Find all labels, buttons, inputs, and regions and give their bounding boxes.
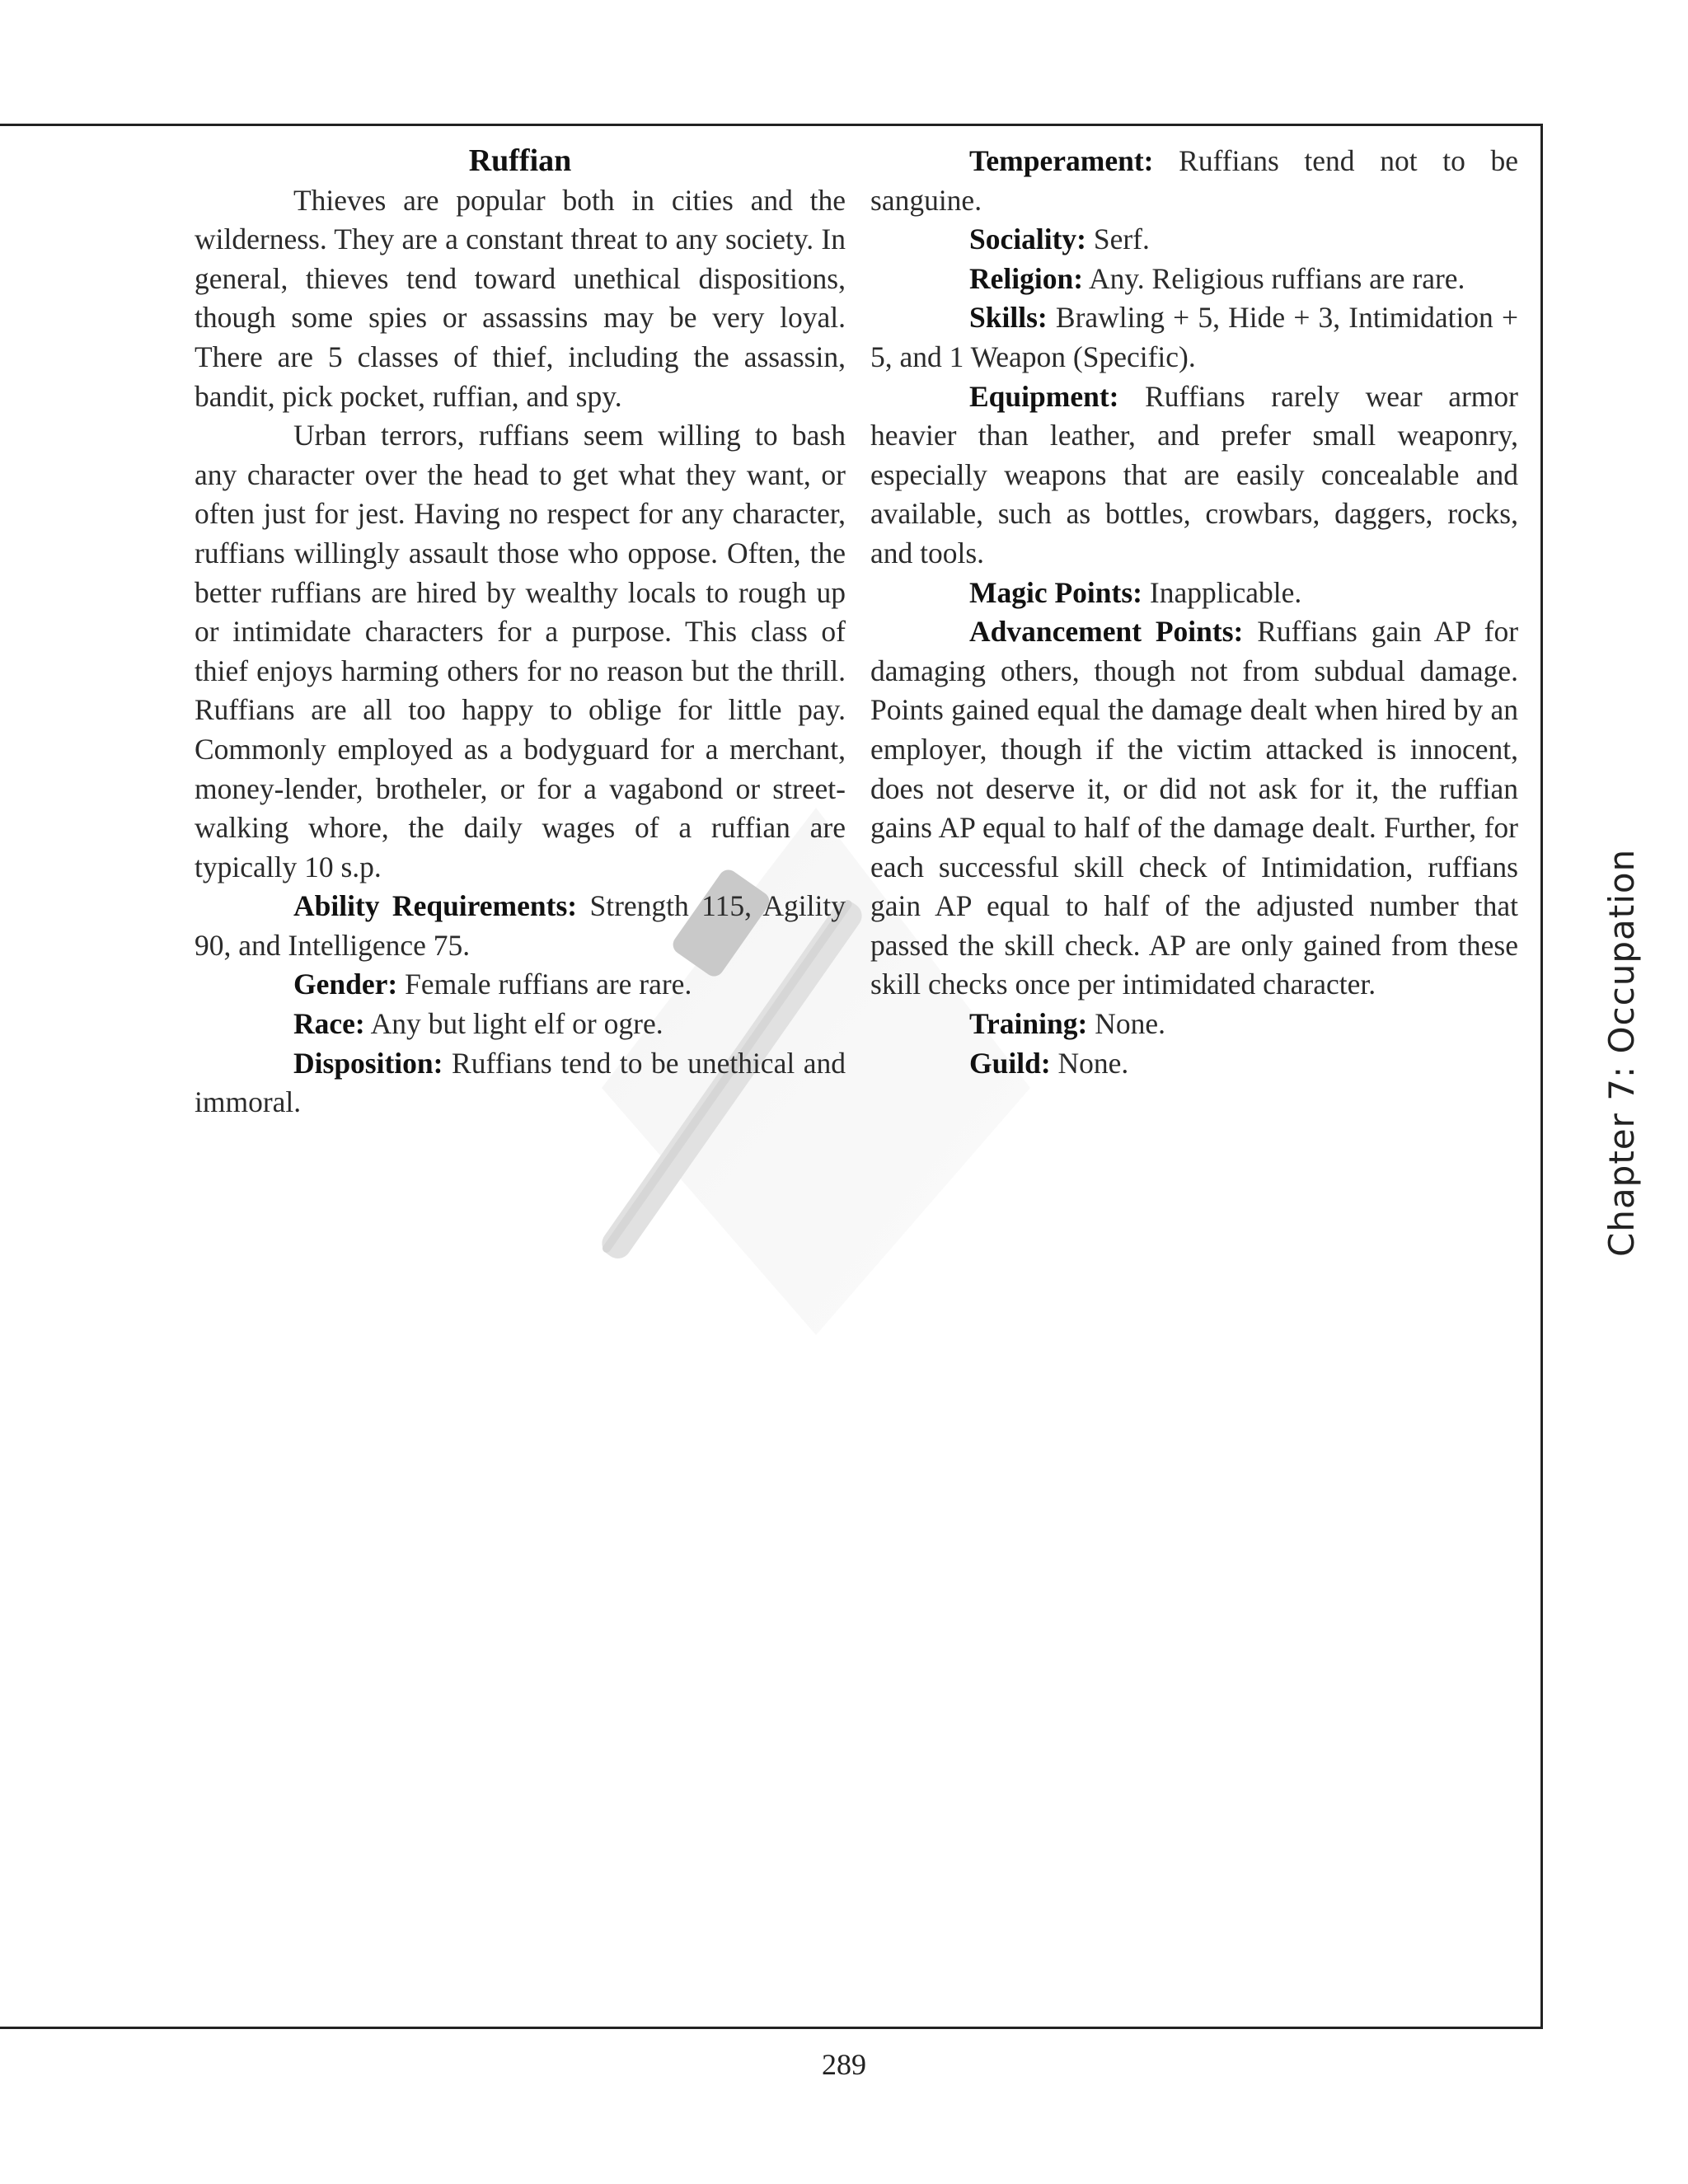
description-paragraph: Urban terrors, ruffians seem willing to bash any character over the head to get what they want, or often just for jest. Having no respect for any character, ruffians willingly assault those who oppose. Often, the better ruffians are hired by wealthy locals to rough up or intimidate characters for a purpose. This class of thief enjoys harming others for no reason but the thrill. Ruffians are all too happy to oblige for little pay. Commonly employed as a bodyguard for a merchant, money-lender, brotheler, or for a vagabond or street-walking whore, the daily wages of a ruffian are typically 10 s.p. <box>195 419 846 883</box>
chapter-side-label: Chapter 7: Occupation <box>1601 848 1642 1257</box>
guild-label: Guild: <box>969 1046 1051 1080</box>
training-label: Training: <box>969 1007 1088 1041</box>
magic-points-text: Inapplicable. <box>1142 575 1302 609</box>
sociality-entry <box>870 220 1518 260</box>
sociality-label: Sociality: <box>969 223 1086 256</box>
race-text: Any but light elf or ogre. <box>364 1007 663 1041</box>
sociality-text: Serf. <box>1085 223 1150 256</box>
gender-label: Gender: <box>293 968 398 1001</box>
training-text: None. <box>1087 1007 1165 1041</box>
training-entry <box>870 1005 1518 1044</box>
magic-points-entry <box>870 574 1518 613</box>
religion-text: Any. Religious ruffians are rare. <box>1083 261 1465 295</box>
temperament-text: Ruffians tend not to be sanguine. <box>870 144 1518 217</box>
advancement-points-entry <box>870 612 1518 1005</box>
page-frame-bottom <box>0 2027 1543 2029</box>
advancement-points-label: Advancement Points: <box>969 615 1244 649</box>
advancement-points-text: Ruffians gain AP for damaging others, though not from subdual damage. Points gained equal the damage dealt when hired by an employer, though if the victim attacked is innocent, does not deserve it, or did not ask for it, the ruffian gains AP equal to half of the damage dealt. Further, for each successful skill check of Intimidation, ruffians gain AP equal to half of the adjusted number that passed the skill check. AP are only gained from these skill checks once per intimidated character. <box>870 615 1519 1001</box>
page-frame-right <box>1540 124 1543 2029</box>
disposition-label: Disposition: <box>293 1046 443 1080</box>
equipment-entry <box>870 377 1518 574</box>
ability-requirements <box>195 887 846 965</box>
guild-entry <box>870 1044 1518 1084</box>
gender-text: Female ruffians are rare. <box>397 968 692 1001</box>
page-number: 289 <box>822 2048 866 2081</box>
right-column <box>870 142 1518 1083</box>
gender-entry <box>195 965 846 1005</box>
race-label: Race: <box>293 1007 365 1041</box>
temperament-label: Temperament: <box>969 144 1154 177</box>
ability-text: Strength 115, Agility 90, and Intelligence 75. <box>195 889 846 962</box>
magic-points-label: Magic Points: <box>969 575 1143 609</box>
disposition-entry <box>195 1044 846 1122</box>
equipment-text: Ruffians rarely wear armor heavier than leather, and prefer small weaponry, especially weapons that are easily concealable and available, such as bottles, crowbars, daggers, rocks, and tools. <box>870 379 1518 569</box>
intro-paragraph: Thieves are popular both in cities and the wilderness. They are a constant threat to any society. In general, thieves tend toward unethical dispositions, though some spies or assassins may be very loyal. There are 5 classes of thief, including the assassin, bandit, pick pocket, ruffian, and spy. <box>195 183 846 413</box>
left-column <box>195 142 846 1122</box>
ability-label: Ability Requirements: <box>293 889 578 923</box>
page-frame-top <box>0 124 1543 126</box>
race-entry <box>195 1005 846 1044</box>
religion-entry <box>870 260 1518 299</box>
religion-label: Religion: <box>969 261 1084 295</box>
disposition-text: Ruffians tend to be unethical and immoral. <box>195 1046 846 1119</box>
temperament-entry <box>870 142 1518 220</box>
skills-text: Brawling + 5, Hide + 3, Intimidation + 5, and 1 Weapon (Specific). <box>870 301 1518 373</box>
skills-entry <box>870 298 1518 377</box>
equipment-label: Equipment: <box>969 379 1119 413</box>
section-title: Ruffian <box>468 143 572 178</box>
guild-text: None. <box>1050 1046 1129 1080</box>
skills-label: Skills: <box>969 301 1048 335</box>
